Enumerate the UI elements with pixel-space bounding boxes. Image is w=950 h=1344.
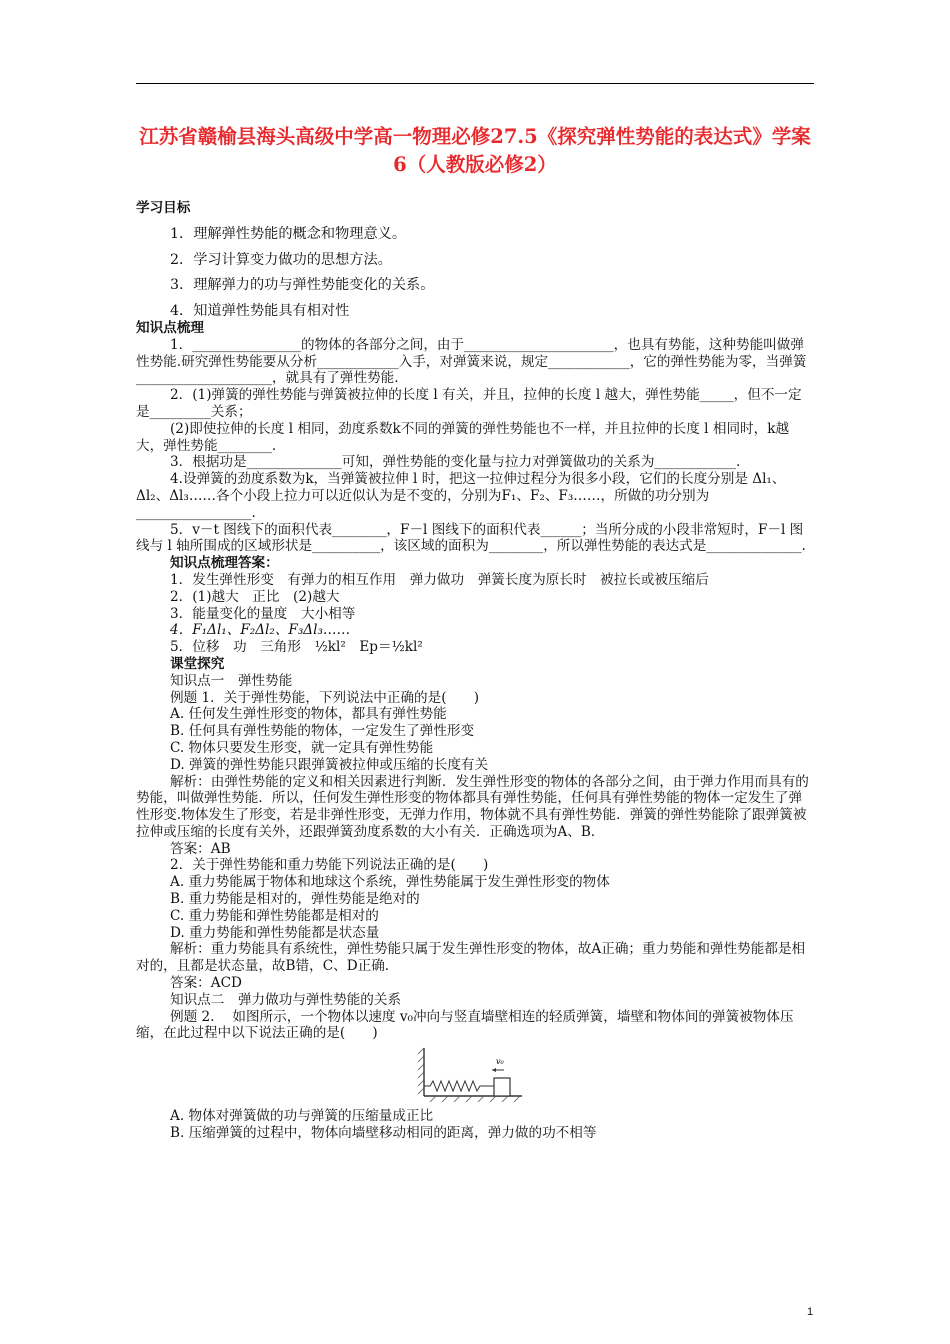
answer-3: 3．能量变化的量度 大小相等 xyxy=(170,605,356,622)
answer-5: 5．位移 功 三角形 ½kl² Ep＝½kl² xyxy=(170,639,423,656)
example-3-option-a: A. 物体对弹簧做的功与弹簧的压缩量成正比 xyxy=(170,1108,434,1125)
example-3-question: 例题 2. 如图所示，一个物体以速度 v₀冲向与竖直墙壁相连的轻质弹簧，墙壁和物体间的弹簧被物体压缩，在此过程中以下说法正确的是( ) xyxy=(136,1008,794,1042)
goal-item: 2．学习计算变力做功的思想方法。 xyxy=(170,251,392,268)
spring-wall-figure xyxy=(136,1046,814,1102)
example-1-question: 例题 1．关于弹性势能，下列说法中正确的是( ) xyxy=(170,689,480,706)
goal-item: 4．知道弹性势能具有相对性 xyxy=(170,303,350,320)
header-rule xyxy=(136,83,814,84)
knowledge-q2b: (2)即使拉伸的长度 l 相同，劲度系数k不同的弹簧的弹性势能也不一样，并且拉伸的长度 l 相同时，k越大，弹性势能________. xyxy=(136,420,790,454)
example-2-answer: 答案：ACD xyxy=(170,975,242,992)
example-2-option-b: B. 重力势能是相对的，弹性势能是绝对的 xyxy=(170,891,420,908)
velocity-label: v₀ xyxy=(496,1057,504,1067)
knowledge-point-1: 知识点一 弹性势能 xyxy=(170,672,293,689)
knowledge-point-2: 知识点二 弹力做功与弹性势能的关系 xyxy=(170,991,402,1008)
page-number: 1 xyxy=(807,1306,814,1318)
knowledge-q3: 3．根据功是______________可知，弹性势能的变化量与拉力对弹簧做功的关系为____________. xyxy=(170,454,741,471)
example-1-option-b: B. 任何具有弹性势能的物体，一定发生了弹性形变 xyxy=(170,723,475,740)
answers-heading: 知识点梳理答案： xyxy=(170,555,279,572)
example-1-analysis: 解析：由弹性势能的定义和相关因素进行判断．发生弹性形变的物体的各部分之间，由于弹力作用而具有的势能，叫做弹性势能．所以，任何发生弹性形变的物体都具有弹性势能，任何具有弹性势能的物体一定发生了弹性形变.物体发生了形变，若是非弹性形变，无弹力作用，物体就不具有弹性势能．弹簧的弹性势能除了跟弹簧被拉伸或压缩的长度有关外，还跟弹簧劲度系数的大小有关．正确选项为A、B. xyxy=(136,773,809,840)
answer-1: 1．发生弹性形变 有弹力的相互作用 弹力做功 弹簧长度为原长时 被拉长或被压缩后 xyxy=(170,571,709,588)
block xyxy=(494,1078,510,1096)
document-body xyxy=(136,200,814,1142)
knowledge-q4: 4.设弹簧的劲度系数为k，当弹簧被拉伸 l 时，把这一拉伸过程分为很多小段，它们的长度分别是 Δl₁、Δl₂、Δl₃……各个小段上拉力可以近似认为是不变的，分别为F₁、F₂、F₃……，所做的功分别为_________________. xyxy=(136,471,786,521)
example-2-option-c: C. 重力势能和弹性势能都是相对的 xyxy=(170,907,379,924)
explore-heading: 课堂探究 xyxy=(170,655,225,672)
goal-item: 3．理解弹力的功与弹性势能变化的关系。 xyxy=(170,277,435,294)
example-1-answer: 答案：AB xyxy=(170,840,231,857)
document-title: 江苏省赣榆县海头高级中学高一物理必修27.5《探究弹性势能的表达式》学案6（人教版必修2） xyxy=(139,125,811,176)
example-2-question: 2．关于弹性势能和重力势能下列说法正确的是( ) xyxy=(170,857,489,874)
knowledge-q1: 1．________________的物体的各部分之间，由于______________________，也具有势能，这种势能叫做弹性势能.研究弹性势能要从分析____________入手，对弹簧来说，规定____________，它的弹性势能为零，当弹簧____________________，就具有了弹性势能. xyxy=(136,336,807,387)
example-2-option-d: D. 重力势能和弹性势能都是状态量 xyxy=(170,924,380,941)
goals-heading: 学习目标 xyxy=(136,200,191,216)
knowledge-q2a: 2．(1)弹簧的弹性势能与弹簧被拉伸的长度 l 有关，并且，拉伸的长度 l 越大，弹性势能_____，但不一定是_________关系； xyxy=(136,387,802,420)
example-2-option-a: A. 重力势能属于物体和地球这个系统，弹性势能属于发生弹性形变的物体 xyxy=(170,874,610,891)
knowledge-heading: 知识点梳理 xyxy=(136,319,204,336)
answer-2: 2．(1)越大 正比 (2)越大 xyxy=(170,588,340,605)
example-2-analysis: 解析：重力势能具有系统性，弹性势能只属于发生弹性形变的物体，故A正确；重力势能和弹性势能都是相对的，且都是状态量，故B错，C、D正确. xyxy=(136,941,806,975)
example-1-option-c: C. 物体只要发生形变，就一定具有弹性势能 xyxy=(170,739,434,756)
example-1-option-a: A. 任何发生弹性形变的物体，都具有弹性势能 xyxy=(170,706,447,723)
example-3-option-b: B. 压缩弹簧的过程中，物体向墙壁移动相同的距离，弹力做的功不相等 xyxy=(170,1125,597,1142)
spring-coil xyxy=(424,1081,494,1091)
knowledge-q5: 5．v－t 图线下的面积代表________，F－l 图线下的面积代表______；当所分成的小段非常短时，F－l 图线与 l 轴所围成的区域形状是__________，该区域的面积为________，所以弹性势能的表达式是______________. xyxy=(136,521,806,555)
goal-item: 1．理解弹性势能的概念和物理意义。 xyxy=(170,225,407,242)
spring-diagram xyxy=(416,1046,526,1102)
example-1-option-d: D. 弹簧的弹性势能只跟弹簧被拉伸或压缩的长度有关 xyxy=(170,756,489,773)
answer-4: 4．F₁Δl₁、F₂Δl₂、F₃Δl₃…… xyxy=(170,622,351,639)
